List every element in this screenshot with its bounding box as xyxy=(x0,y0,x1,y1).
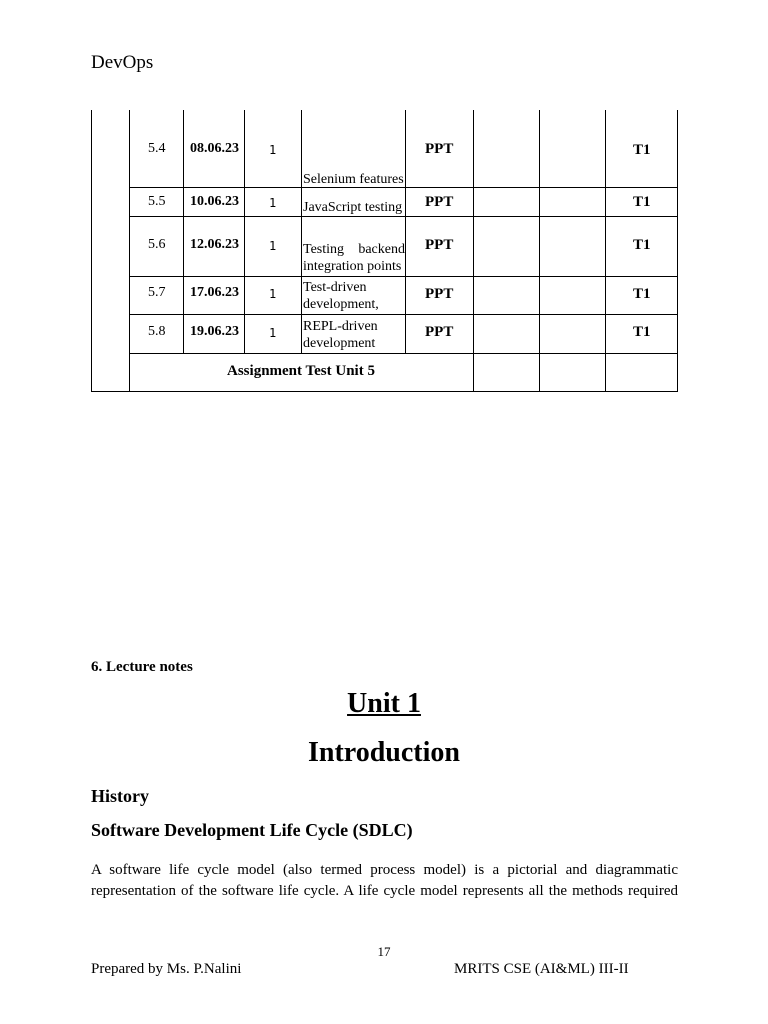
table-cell-topic: REPL-driven xyxy=(303,319,378,334)
table-cell-method: PPT xyxy=(425,194,454,210)
table-cell-date: 10.06.23 xyxy=(190,194,239,209)
table-cell-reference: T1 xyxy=(633,324,651,340)
table-cell-date: 17.06.23 xyxy=(190,285,239,300)
page-number: 17 xyxy=(377,944,391,959)
table-cell-date: 08.06.23 xyxy=(190,141,239,156)
table-divider xyxy=(244,110,245,353)
section-heading: 6. Lecture notes xyxy=(91,659,193,675)
table-cell-topic: integration points xyxy=(303,259,402,274)
subheading-sdlc: Software Development Life Cycle (SDLC) xyxy=(91,820,413,840)
table-cell-reference: T1 xyxy=(633,237,651,253)
assignment-row-label: Assignment Test Unit 5 xyxy=(227,363,375,379)
table-cell-sno: 5.6 xyxy=(148,237,166,252)
document-header-title: DevOps xyxy=(91,52,154,73)
table-cell-topic: JavaScript testing xyxy=(303,200,403,215)
table-cell-method: PPT xyxy=(425,324,454,340)
table-cell-method: PPT xyxy=(425,141,454,157)
table-cell-date: 12.06.23 xyxy=(190,237,239,252)
table-cell-sno: 5.7 xyxy=(148,285,166,300)
table-row-divider xyxy=(129,276,678,277)
table-cell-hours: 1 xyxy=(269,239,277,253)
table-cell-topic: development xyxy=(303,336,376,351)
table-row-divider xyxy=(129,314,678,315)
table-cell-reference: T1 xyxy=(633,142,651,158)
table-cell-topic: development, xyxy=(303,297,379,312)
chapter-title: Introduction xyxy=(308,737,460,768)
body-paragraph xyxy=(91,860,678,902)
subheading-history: History xyxy=(91,786,149,806)
table-cell-method: PPT xyxy=(425,286,454,302)
table-cell-hours: 1 xyxy=(269,326,277,340)
table-divider xyxy=(605,110,606,392)
table-cell-reference: T1 xyxy=(633,286,651,302)
table-row-divider xyxy=(129,353,678,354)
table-divider xyxy=(539,110,540,392)
table-cell-sno: 5.8 xyxy=(148,324,166,339)
paragraph-line: representation of the software life cycle. A life cycle model represents all the methods required xyxy=(91,883,678,899)
footer-prepared-by: Prepared by Ms. P.Nalini xyxy=(91,961,242,977)
table-cell-topic: Testing backend xyxy=(303,242,405,257)
table-border-right xyxy=(677,110,678,392)
schedule-table xyxy=(91,110,678,392)
table-cell-topic: Test-driven xyxy=(303,280,367,295)
table-cell-reference: T1 xyxy=(633,194,651,210)
table-divider xyxy=(301,110,302,353)
table-cell-date: 19.06.23 xyxy=(190,324,239,339)
table-divider xyxy=(473,110,474,392)
table-divider xyxy=(183,110,184,353)
table-cell-hours: 1 xyxy=(269,287,277,301)
table-cell-topic: Selenium features xyxy=(303,172,404,187)
table-divider xyxy=(405,110,406,353)
table-row-divider xyxy=(129,216,678,217)
footer-institution: MRITS CSE (AI&ML) III-II xyxy=(454,961,629,977)
paragraph-line: A software life cycle model (also termed process model) is a pictorial and diagrammatic xyxy=(91,862,678,878)
table-border-bottom xyxy=(91,391,678,392)
table-divider xyxy=(129,110,130,392)
table-border-left xyxy=(91,110,92,392)
table-cell-hours: 1 xyxy=(269,143,277,157)
table-cell-sno: 5.5 xyxy=(148,194,166,209)
table-cell-sno: 5.4 xyxy=(148,141,166,156)
table-cell-method: PPT xyxy=(425,237,454,253)
table-cell-hours: 1 xyxy=(269,196,277,210)
unit-title: Unit 1 xyxy=(347,688,421,719)
